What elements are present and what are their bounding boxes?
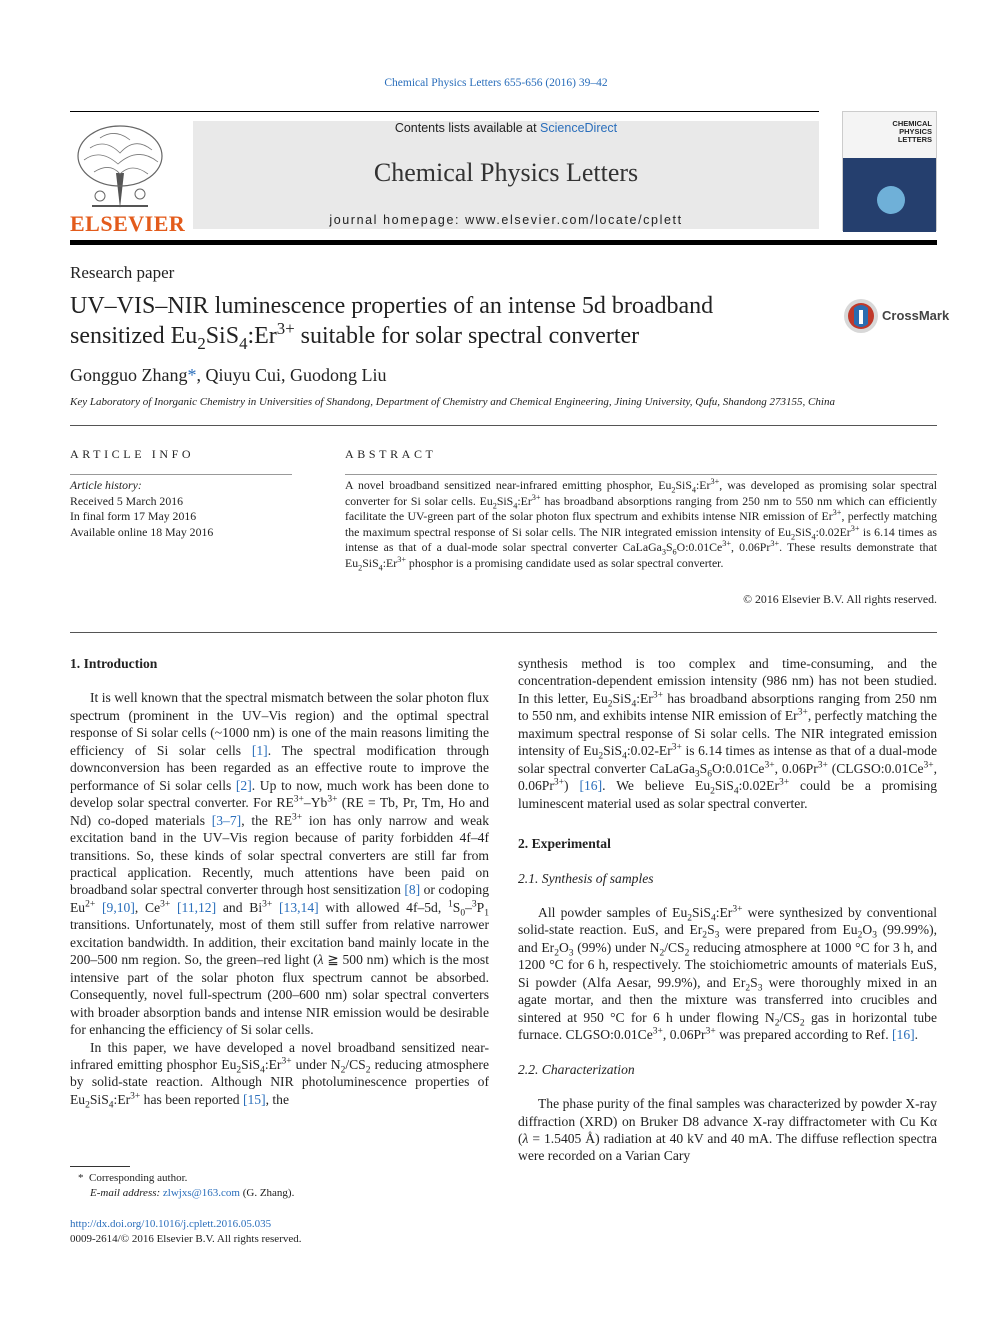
intro-paragraph-1: It is well known that the spectral mismatch between the solar photon flux spectrum (prominent in the UV–Vis region) and the optimal spectral response of Si solar cells (~1000 nm) is one of the main reasons limiting the efficiency of Si solar cells [1]. The spectral modification through downconversion has been regarded as an effective route to improve the performance of Si solar cells [2]. Up to now, much work has been done to develop solar spectral converter. For $RE^{3+}-Yb^{3+}$ (RE = Tb, Pr, Tm, Ho and Nd) co-doped materials [3–7], the $RE^{3+}$ ion has only narrow and weak excitation band in the UV–Vis region because of parity forbidden 4f–4f transitions. So, these kinds of solar spectral converters are still far from practical application. Recently, much attentions have been paid on broadband solar spectral converter through host sensitization [8] or codoping $Eu^{2+}$ [9,10], $Ce^{3+}$ [11,12] and $Bi^{3+}$ [13,14] with allowed 4f–5d, $^1S_0-^3P_1$ transitions. Unfortunately, most of them still suffer from relative narrower excitation bandwidth. In addition, their excitation band mainly locate in the 200–500 nm region. So, the green–red light (λ ≧ 500 nm) which is the most intensive part of the solar photon flux spectrum cannot be absorbed. Consequently, novel full-spectrum (200–600 nm) solar spectral converters with broader absorption bands and intense NIR emission would be desirable for enhancing the efficiency of Si solar cells.	[70, 690, 490, 1038]
abstract-bottom-rule	[70, 632, 937, 633]
journal-homepage[interactable]: journal homepage: www.elsevier.com/locate/cplett	[329, 213, 683, 227]
crossmark-icon[interactable]	[843, 298, 879, 339]
abstract-heading: ABSTRACT	[345, 447, 437, 461]
article-info-heading: ARTICLE INFO	[70, 447, 195, 461]
info-top-rule	[70, 425, 937, 426]
crossmark-label[interactable]: CrossMark	[882, 308, 950, 323]
intro-paragraph-2-continued: synthesis method is too complex and time-consuming, and the concentration-dependent emission intensity (986 nm) has not been studied. In this letter, $Eu_2SiS_4:Er^{3+}$ has broadband absorptions ranging from 250 nm to 550 nm, and exhibits intense NIR emission of $Er^{3+}$, perfectly matching the maximum spectral response of Si solar cells. The NIR integrated emission intensity of $Eu_2SiS_4:0.02-Er^{3+}$ is 6.14 times as intense as that of a dual-mode solar spectral converter $CaLaGa_3S_6O:0.01Ce^{3+}$, $0.06Pr^{3+}$ ($CLGSO:0.01Ce^{3+}$, $0.06Pr^{3+}$) [16]. We believe $Eu_2SiS_4:0.02Er^{3+}$ could be a promising luminescent material used as solar spectral converter.	[518, 656, 938, 811]
corresponding-author-mark[interactable]: *	[187, 365, 197, 385]
characterization-paragraph: The phase purity of the final samples was characterized by powder X-ray diffraction (XRD) on Bruker D8 advance X-ray diffractometer with Cu Kα (λ = 1.5405 Å) radiation at 40 kV and 40 mA. The diffuse reflection spectra were recorded on a Varian Cary	[518, 1096, 937, 1164]
footnote: * Corresponding author. E-mail address: zlwjxs@163.com (G. Zhang).	[78, 1172, 295, 1199]
journal-cover-thumbnail[interactable]	[842, 111, 937, 231]
intro-paragraph-2: In this paper, we have developed a novel broadband sensitized near-infrared emitting phosphor $Eu_2SiS_4:Er^{3+}$ under $N_2/CS_2$ reducing atmosphere by solid-state reaction. Although NIR photoluminescence properties of $Eu_2SiS_4:Er^{3+}$ has been reported [15], the	[70, 1039, 489, 1111]
author-list: Gongguo Zhang*, Qiuyu Cui, Guodong Liu	[70, 365, 387, 385]
elsevier-wordmark: ELSEVIER	[70, 211, 186, 236]
subsection-characterization-heading: 2.2. Characterization	[518, 1061, 635, 1077]
affiliation: Key Laboratory of Inorganic Chemistry in Universities of Shandong, Department of Chemistry and Chemical Engineering, Jining University, Qufu, Shandong 273155, China	[70, 396, 835, 408]
left-column	[70, 655, 490, 1111]
article-doi: http://dx.doi.org/10.1016/j.cplett.2016.05.035 0009-2614/© 2016 Elsevier B.V. All rights reserved.	[70, 1218, 302, 1245]
section-introduction-heading: 1. Introduction	[70, 656, 158, 671]
abstract-text: A novel broadband sensitized near-infrared emitting phosphor, $Eu_2SiS_4:Er^{3+}$, was developed as promising solar spectral converter for Si solar cells. $Eu_2SiS_4:Er^{3+}$ has broadband absorptions ranging from 250 nm to 550 nm which can efficiently facilitate the UV-green part of the solar photon flux spectrum and exhibits intense NIR emission of $Er^{3+}$, perfectly matching the maximum spectral response of Si solar cells. The NIR integrated emission intensity of $Eu_2SiS_4:0.02Er^{3+}$ is 6.14 times as intense as that of a dual-mode solar spectral converter $CaLaGa_3S_6O:0.01Ce^{3+}$, $0.06Pr^{3+}$. These results demonstrate that $Eu_2SiS_4:Er^{3+}$ phosphor is a promising candidate used as solar spectral converter.	[345, 477, 938, 573]
journal-name: Chemical Physics Letters	[373, 158, 639, 187]
article-info-rule	[70, 474, 292, 475]
abstract-rule	[345, 474, 937, 475]
doi-link[interactable]: http://dx.doi.org/10.1016/j.cplett.2016.05.035	[70, 1218, 272, 1230]
journal-citation[interactable]: Chemical Physics Letters 655-656 (2016) 39–42	[384, 77, 608, 89]
author-email-link[interactable]: zlwjxs@163.com	[162, 1187, 240, 1199]
article-history: Article history: Received 5 March 2016 In final form 17 May 2016 Available online 18 May 2016	[70, 478, 214, 539]
sciencedirect-link[interactable]: ScienceDirect	[540, 121, 618, 135]
subsection-synthesis-heading: 2.1. Synthesis of samples	[518, 870, 654, 886]
header-thick-rule	[70, 240, 937, 245]
abstract-copyright: © 2016 Elsevier B.V. All rights reserved.	[743, 592, 937, 606]
elsevier-tree-logo	[70, 118, 170, 215]
footnote-rule	[70, 1166, 130, 1167]
cover-title: CHEMICAL PHYSICS LETTERS	[892, 119, 932, 144]
right-column	[518, 655, 937, 1165]
section-experimental-heading: 2. Experimental	[518, 836, 611, 852]
paper-title: UV–VIS–NIR luminescence properties of an intense 5d broadband sensitized $Eu_2SiS_4:Er^{3+}$ suitable for solar spectral converter	[70, 293, 714, 353]
contents-line: Contents lists available at ScienceDirect	[394, 121, 618, 135]
synthesis-paragraph: All powder samples of $Eu_2SiS_4:Er^{3+}$ were synthesized by conventional solid-state reaction. EuS, and $Er_2S_3$ were prepared from $Eu_2O_3$ (99.99%), and $Er_2O_3$ (99%) under $N_2/CS_2$ reducing atmosphere at 1000 °C for 3 h, and 1200 °C for 6 h, respectively. The stoichiometric amounts of materials EuS, Si powder (Alfa Aesar, 99.9%), and $Er_2S_3$ were thoroughly mixed in an agate mortar, and then the mixture was transferred into crucibles and sintered at 950 °C for 6 h under flowing $N_2/CS_2$ gas in horizontal tube furnace. $CLGSO:0.01Ce^{3+}$, $0.06Pr^{3+}$ was prepared according to Ref. [16].	[518, 904, 938, 1043]
article-type: Research paper	[70, 263, 175, 282]
header-top-rule	[70, 111, 819, 112]
